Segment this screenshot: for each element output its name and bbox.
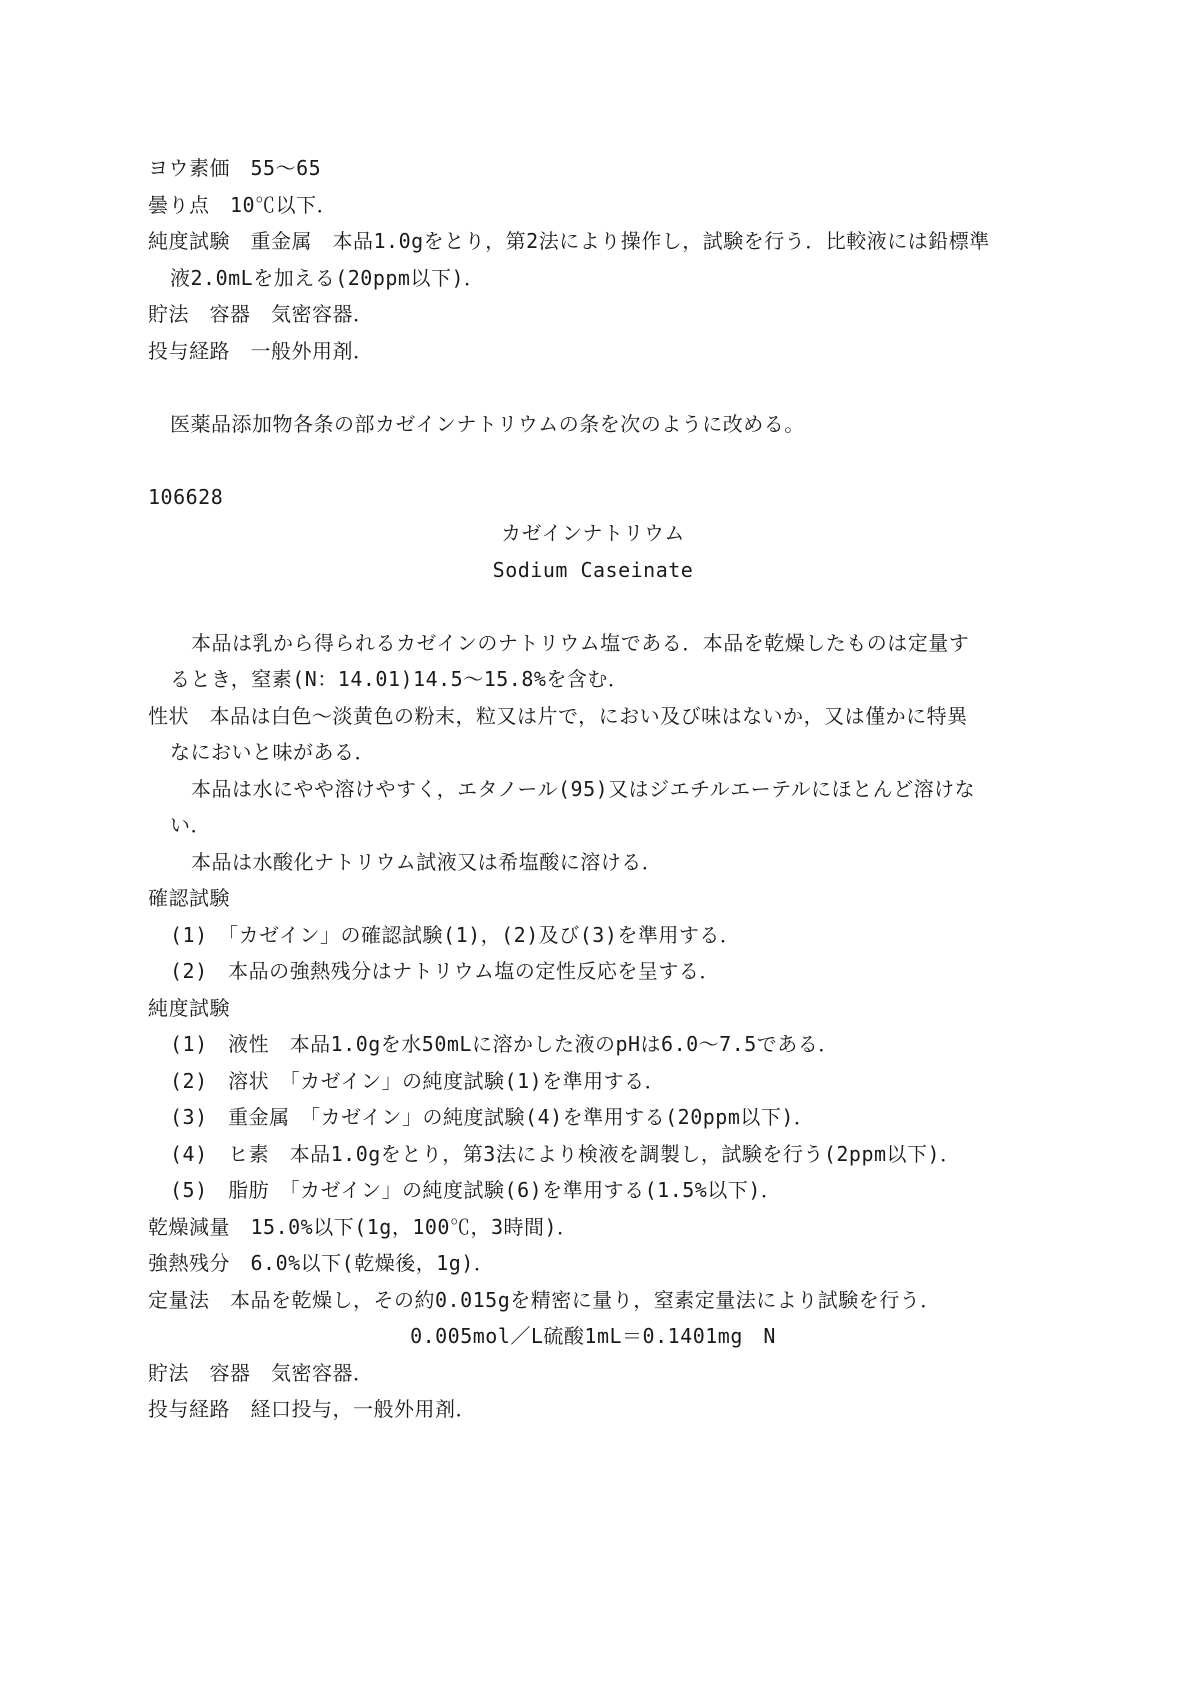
description-line-2: なにおいと味がある． <box>170 740 375 764</box>
monograph-code: 106628 <box>148 484 224 509</box>
prev-purity-line-1: 純度試験 重金属 本品1.0gをとり，第2法により操作し，試験を行う．比較液には鉛標準 <box>148 229 990 253</box>
administration-route: 投与経路 経口投与，一般外用剤． <box>148 1397 476 1421</box>
residue-on-ignition: 強熱残分 6.0%以下(乾燥後，1g)． <box>148 1251 495 1275</box>
purity-item-2: (2) 溶状 「カゼイン」の純度試験(1)を準用する． <box>170 1068 666 1093</box>
description-line-3: 本品は水にやや溶けやすく，エタノール(95)又はジエチルエーテルにほとんど溶けな <box>191 776 976 801</box>
purity-item-1: (1) 液性 本品1.0gを水50mLに溶かした液のpHは6.0～7.5である． <box>170 1032 839 1056</box>
intro-line-1: 本品は乳から得られるカゼインのナトリウム塩である．本品を乾燥したものは定量す <box>191 630 970 655</box>
prev-iodine-value: ヨウ素価 55～65 <box>148 156 322 180</box>
assay-equation: 0.005mol／L硫酸1mL＝0.1401mg N <box>410 1324 776 1348</box>
description-line-4: い． <box>170 813 211 837</box>
amendment-note: 医薬品添加物各条の部カゼインナトリウムの条を次のように改める。 <box>170 411 805 436</box>
purity-item-4: (4) ヒ素 本品1.0gをとり，第3法により検液を調製し，試験を行う(2ppm以下)． <box>170 1141 961 1166</box>
intro-line-2: るとき，窒素(N：14.01)14.5～15.8%を含む． <box>170 667 629 691</box>
prev-route: 投与経路 一般外用剤． <box>148 338 374 363</box>
spacer <box>148 588 1038 625</box>
prev-purity-line-2: 液2.0mLを加える(20ppm以下)． <box>170 265 485 290</box>
monograph-title-en: Sodium Caseinate <box>492 557 694 582</box>
description-line-5: 本品は水酸化ナトリウム試液又は希塩酸に溶ける． <box>191 849 663 874</box>
loss-on-drying: 乾燥減量 15.0%以下(1g，100℃，3時間)． <box>148 1214 578 1239</box>
purity-item-3: (3) 重金属 「カゼイン」の純度試験(4)を準用する(20ppm以下)． <box>170 1105 815 1129</box>
storage: 貯法 容器 気密容器． <box>148 1360 374 1385</box>
spacer <box>148 369 1038 406</box>
identification-item-2: (2) 本品の強熱残分はナトリウム塩の定性反応を呈する． <box>170 959 720 983</box>
prev-storage: 貯法 容器 気密容器． <box>148 302 374 326</box>
purity-heading: 純度試験 <box>148 995 230 1020</box>
monograph-title-ja: カゼインナトリウム <box>501 521 685 545</box>
description-line-1: 性状 本品は白色～淡黄色の粉末，粒又は片で，におい及び味はないか，又は僅かに特異 <box>148 703 968 728</box>
prev-cloud-point: 曇り点 10℃以下． <box>148 192 338 217</box>
identification-heading: 確認試験 <box>148 886 230 910</box>
spacer <box>148 442 1038 479</box>
document-body <box>148 150 1038 1428</box>
purity-item-5: (5) 脂肪 「カゼイン」の純度試験(6)を準用する(1.5%以下)． <box>170 1178 782 1202</box>
assay: 定量法 本品を乾燥し，その約0.015gを精密に量り，窒素定量法により試験を行う． <box>148 1287 941 1312</box>
identification-item-1: (1) 「カゼイン」の確認試験(1)，(2)及び(3)を準用する． <box>170 922 741 947</box>
